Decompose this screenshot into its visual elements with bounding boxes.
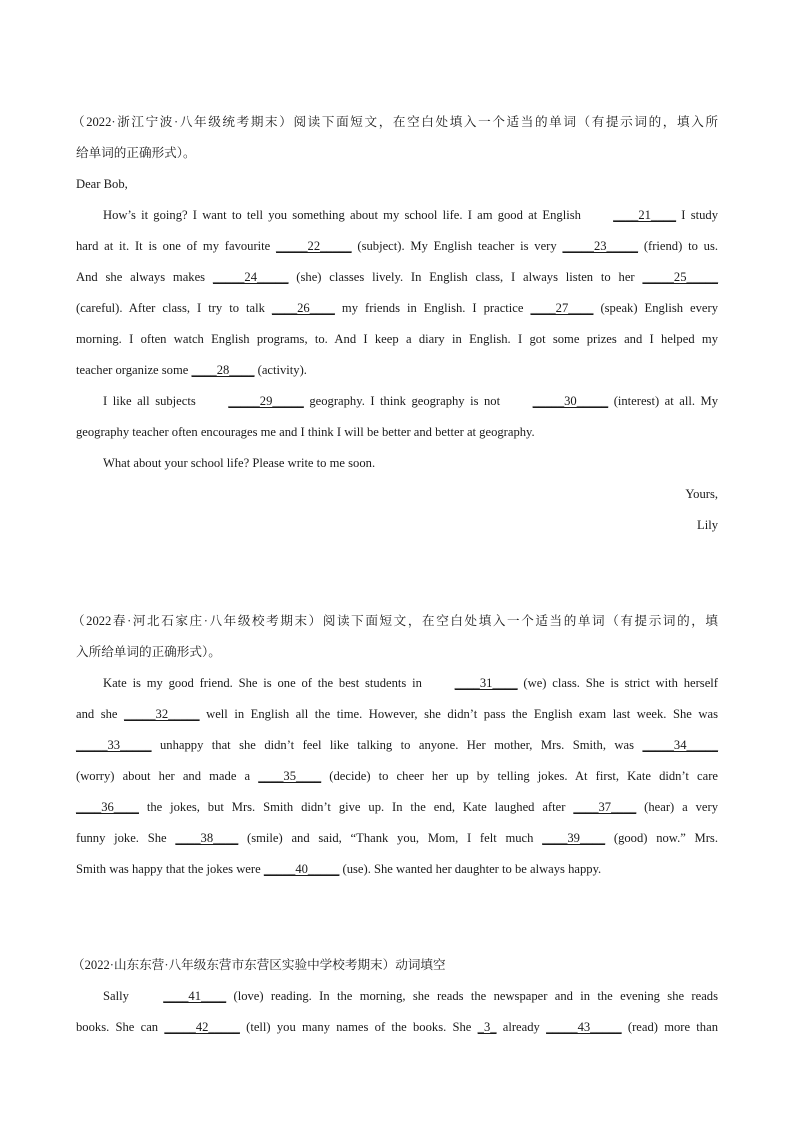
section-2-source: （2022春·河北石家庄·八年级校考期末）阅读下面短文，在空白处填入一个适当的单词（有提示词的，填 bbox=[72, 614, 718, 628]
answer-blank-39[interactable]: ____39____ bbox=[542, 831, 606, 845]
answer-blank-25[interactable]: _____25_____ bbox=[642, 270, 718, 284]
passage-line: Sally ____41____ (love) reading. In the morning, she reads the newspaper and in the evening she reads bbox=[76, 981, 718, 1012]
passage-line: (worry) about her and made a ____35____ (decide) to cheer her up by telling jokes. At first, Kate didn’t care bbox=[76, 761, 718, 792]
section-1-source: （2022·浙江宁波·八年级统考期末）阅读下面短文，在空白处填入一个适当的单词（有提示词的，填入所 bbox=[72, 115, 718, 129]
answer-blank-28[interactable]: ____28____ bbox=[191, 363, 255, 377]
answer-blank-30[interactable]: _____30_____ bbox=[532, 394, 609, 408]
section-1-source-cont: 给单词的正确形式）。 bbox=[76, 146, 196, 160]
passage-line: Smith was happy that the jokes were _____40_____ (use). She wanted her daughter to be always happy. bbox=[76, 854, 718, 885]
passage-line: geography teacher often encourages me and I think I will be better and better at geography. bbox=[76, 425, 535, 439]
passage-line: and she _____32_____ well in English all the time. However, she didn’t pass the English exam last week. She was bbox=[76, 699, 718, 730]
passage-line: And she always makes _____24_____ (she) classes lively. In English class, I always listen to her _____25_____ bbox=[76, 262, 718, 293]
answer-blank-3[interactable]: _3_ bbox=[477, 1020, 497, 1034]
answer-blank-35[interactable]: ____35____ bbox=[258, 769, 322, 783]
answer-blank-33[interactable]: _____33_____ bbox=[76, 738, 152, 752]
section-2-source-cont: 入所给单词的正确形式）。 bbox=[76, 645, 221, 659]
answer-blank-27[interactable]: ____27____ bbox=[530, 301, 594, 315]
passage-line: ____36____ the jokes, but Mrs. Smith didn’t give up. In the end, Kate laughed after ____37____ (hear) a very bbox=[76, 792, 718, 823]
answer-blank-23[interactable]: _____23_____ bbox=[562, 239, 639, 253]
answer-blank-32[interactable]: _____32_____ bbox=[124, 707, 200, 721]
answer-blank-36[interactable]: ____36____ bbox=[76, 800, 139, 814]
letter-greeting: Dear Bob, bbox=[76, 177, 128, 191]
passage-line: hard at it. It is one of my favourite _____22_____ (subject). My English teacher is very _____23_____ (friend) to us. bbox=[76, 231, 718, 262]
passage-line: Kate is my good friend. She is one of the best students in ____31____ (we) class. She is strict with herself bbox=[76, 668, 718, 699]
answer-blank-26[interactable]: ____26____ bbox=[271, 301, 335, 315]
passage-line: _____33_____ unhappy that she didn’t feel like talking to anyone. Her mother, Mrs. Smith, was _____34_____ bbox=[76, 730, 718, 761]
answer-blank-38[interactable]: ____38____ bbox=[175, 831, 239, 845]
answer-blank-24[interactable]: _____24_____ bbox=[212, 270, 289, 284]
answer-blank-37[interactable]: ____37____ bbox=[573, 800, 637, 814]
letter-closing: Yours, bbox=[685, 487, 718, 501]
section-1 bbox=[72, 107, 719, 541]
answer-blank-22[interactable]: _____22_____ bbox=[276, 239, 352, 253]
answer-blank-42[interactable]: _____42_____ bbox=[164, 1020, 240, 1034]
section-3 bbox=[72, 950, 718, 1043]
passage-line: (careful). After class, I try to talk ____26____ my friends in English. I practice ____27____ (speak) English every bbox=[76, 293, 718, 324]
answer-blank-29[interactable]: _____29_____ bbox=[228, 394, 304, 408]
answer-blank-31[interactable]: ____31____ bbox=[454, 676, 518, 690]
letter-signature: Lily bbox=[697, 518, 718, 532]
passage-line: I like all subjects _____29_____ geography. I think geography is not _____30_____ (interest) at all. My bbox=[76, 386, 718, 417]
answer-blank-40[interactable]: _____40_____ bbox=[263, 862, 340, 876]
section-2 bbox=[72, 606, 718, 885]
answer-blank-41[interactable]: ____41____ bbox=[163, 989, 227, 1003]
section-3-source: （2022·山东东营·八年级东营市东营区实验中学校考期末）动词填空 bbox=[72, 958, 446, 972]
passage-line: What about your school life? Please write to me soon. bbox=[103, 456, 376, 470]
answer-blank-34[interactable]: _____34_____ bbox=[642, 738, 718, 752]
passage-line: morning. I often watch English programs, to. And I keep a diary in English. I got some prizes and I helped my bbox=[76, 332, 718, 346]
answer-blank-21[interactable]: ____21____ bbox=[613, 208, 677, 222]
answer-blank-43[interactable]: _____43_____ bbox=[546, 1020, 622, 1034]
passage-line: books. She can _____42_____ (tell) you many names of the books. She _3_ already _____43_____ (read) more than bbox=[76, 1012, 718, 1043]
passage-line: funny joke. She ____38____ (smile) and said, “Thank you, Mom, I felt much ____39____ (good) now.” Mrs. bbox=[76, 823, 718, 854]
passage-line: How’s it going? I want to tell you something about my school life. I am good at English ____21____ I study bbox=[76, 200, 718, 231]
passage-line: teacher organize some ____28____ (activity). bbox=[76, 355, 718, 386]
